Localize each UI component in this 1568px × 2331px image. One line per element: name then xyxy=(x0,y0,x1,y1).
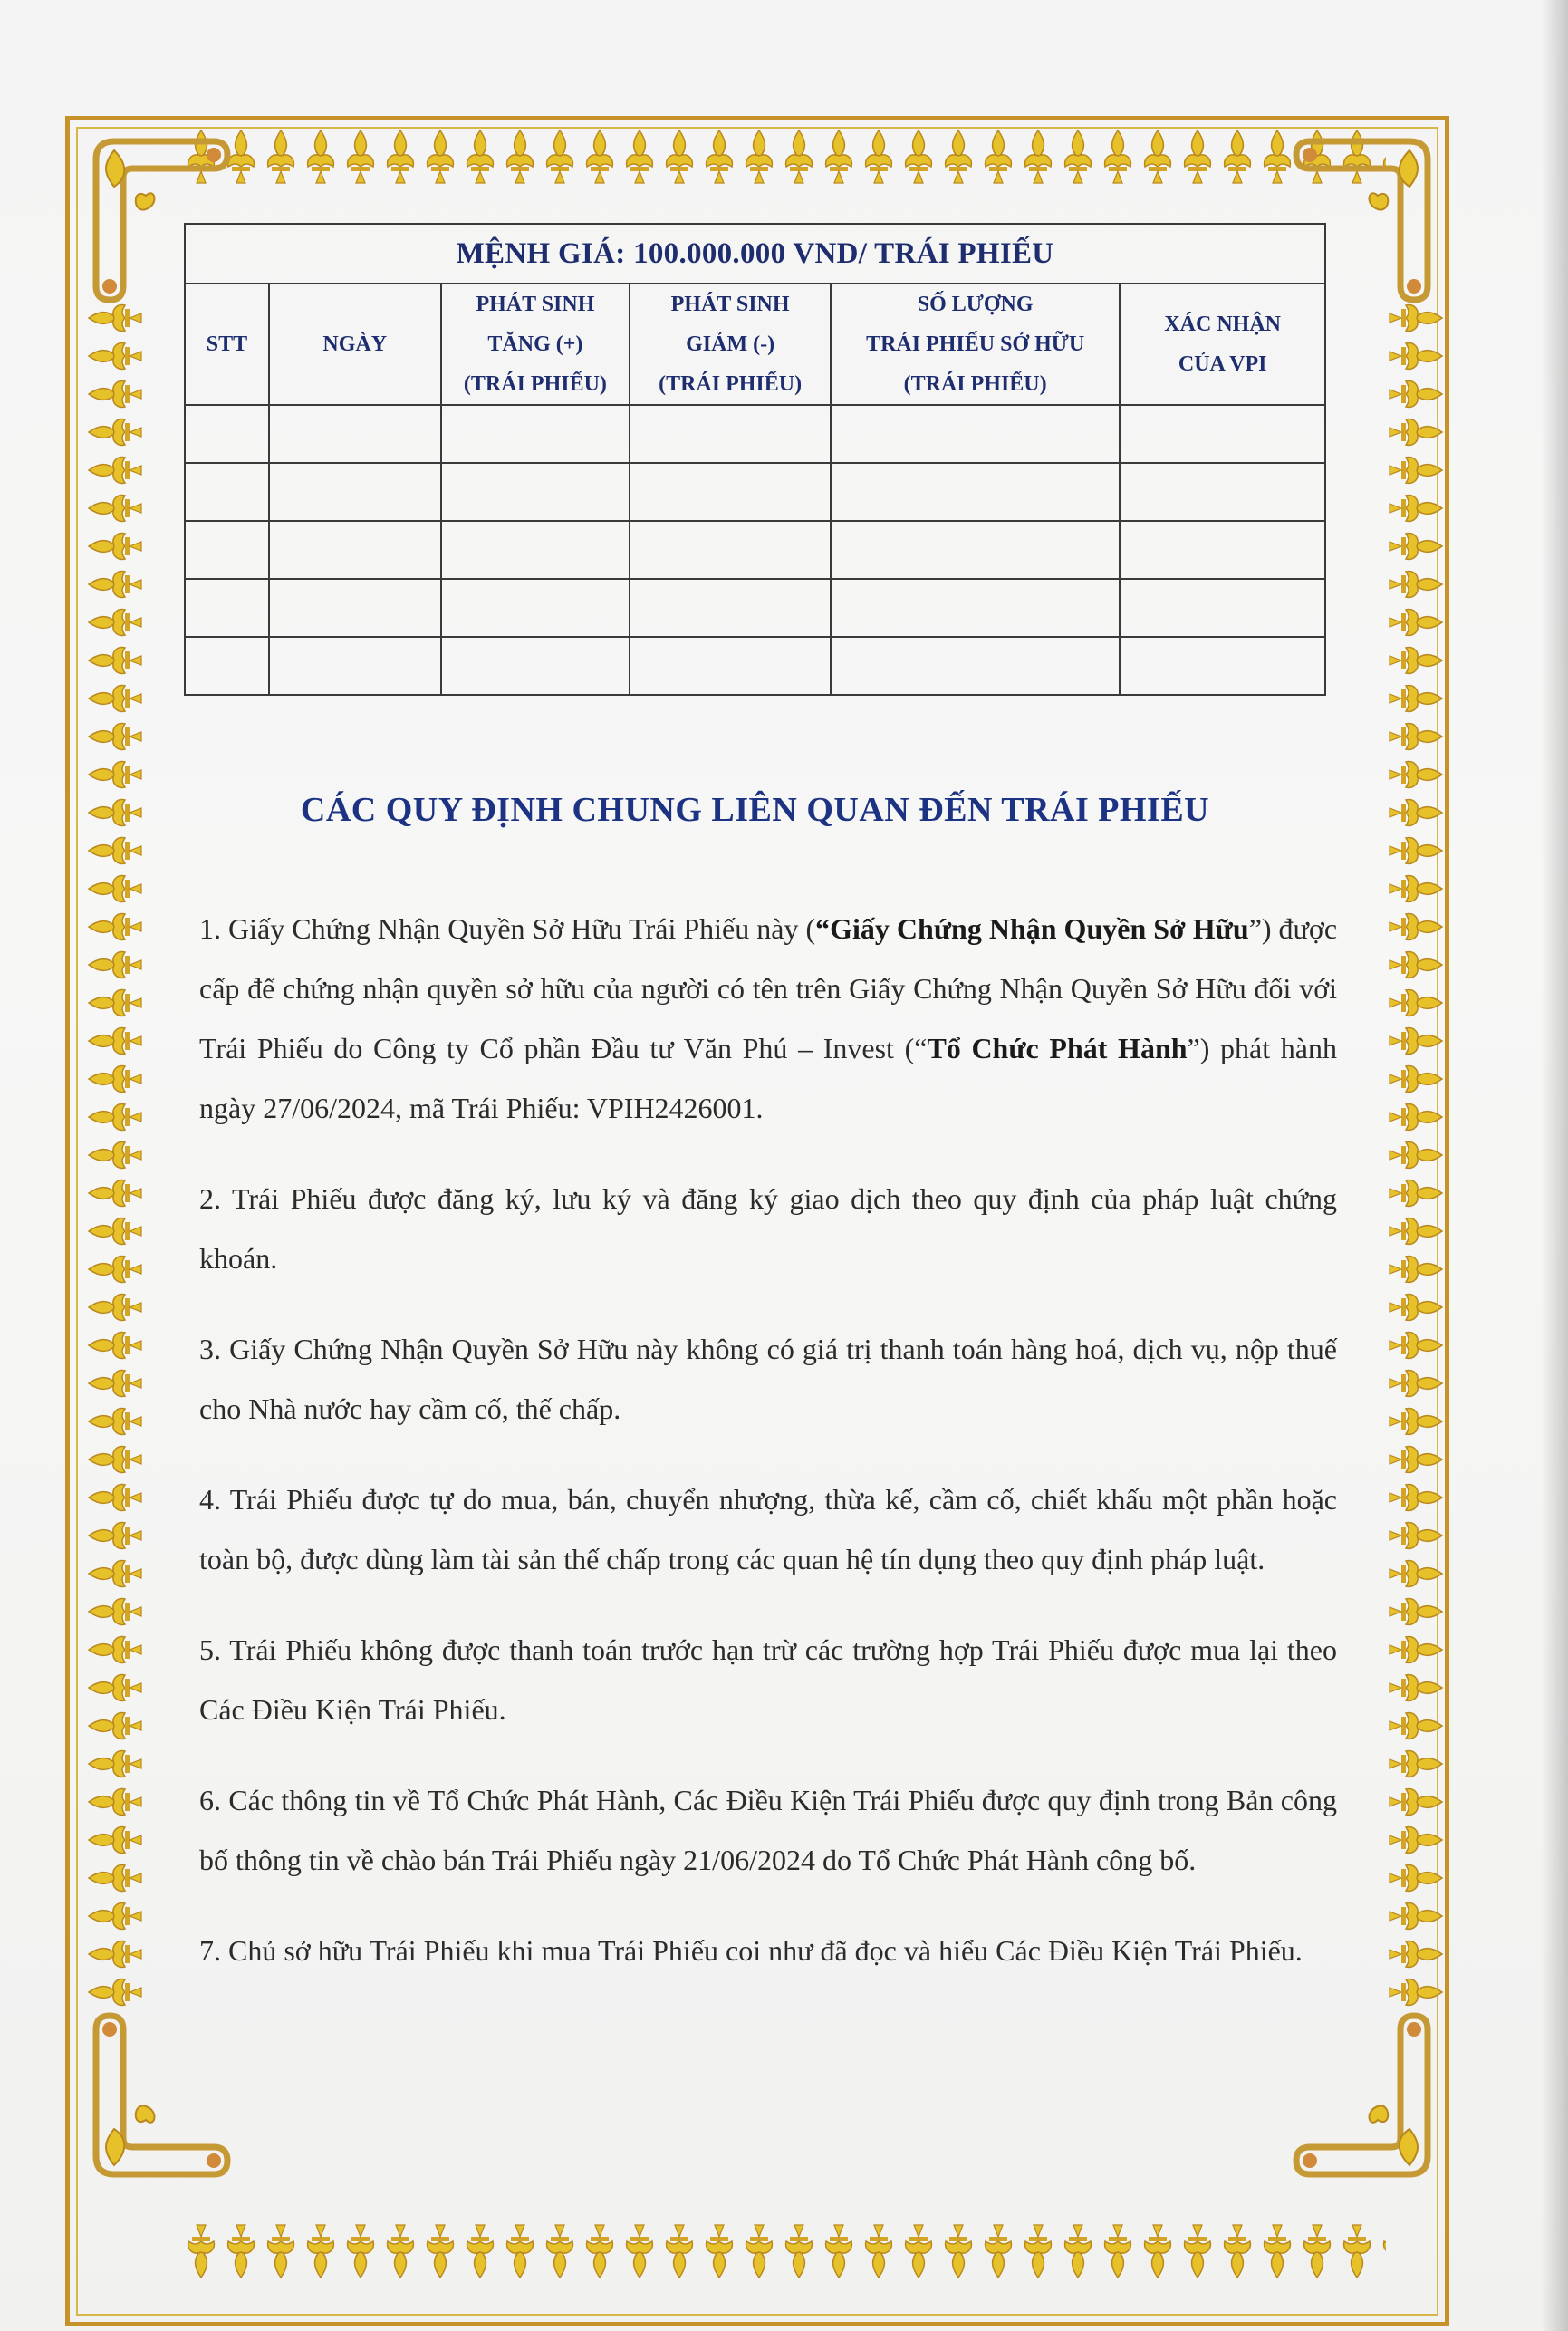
rule-6: 6. Các thông tin về Tổ Chức Phát Hành, Các Điều Kiện Trái Phiếu được quy định trong Bản công bố thông tin về chào bán Trái Phiếu ngày 21/06/2024 do Tổ Chức Phát Hành công bố. xyxy=(199,1784,1337,1876)
table-cell xyxy=(831,405,1120,463)
table-cell xyxy=(831,637,1120,695)
column-header-line: SỐ LƯỢNG xyxy=(917,293,1034,316)
column-header-line: (TRÁI PHIẾU) xyxy=(659,372,803,396)
table-cell xyxy=(441,521,630,579)
paper-edge-shadow xyxy=(1541,0,1568,2331)
rule-5: 5. Trái Phiếu không được thanh toán trước hạn trừ các trường hợp Trái Phiếu được mua lại theo Các Điều Kiện Trái Phiếu. xyxy=(199,1633,1337,1726)
table-cell xyxy=(831,521,1120,579)
table-cell xyxy=(185,521,269,579)
column-header-line: STT xyxy=(206,332,248,356)
table-cell xyxy=(441,463,630,521)
table-cell xyxy=(630,579,831,637)
table-cell xyxy=(630,637,831,695)
table-cell xyxy=(831,463,1120,521)
rule-3: 3. Giấy Chứng Nhận Quyền Sở Hữu này không có giá trị thanh toán hàng hoá, dịch vụ, nộp thuế cho Nhà nước hay cầm cố, thế chấp. xyxy=(199,1333,1337,1425)
table-cell xyxy=(441,637,630,695)
table-body xyxy=(185,405,1325,695)
table-row xyxy=(185,637,1325,695)
column-header-line: GIẢM (-) xyxy=(686,332,775,356)
table-cell xyxy=(630,463,831,521)
ornament-corner-bottom-left xyxy=(78,2011,232,2192)
ornament-strip-bottom xyxy=(181,2220,1386,2283)
table-title: MỆNH GIÁ: 100.000.000 VND/ TRÁI PHIẾU xyxy=(185,224,1325,284)
column-header-line: NGÀY xyxy=(322,332,388,356)
column-header-line: PHÁT SINH xyxy=(476,293,595,316)
column-header xyxy=(269,284,441,405)
column-header-line: XÁC NHẬN xyxy=(1164,313,1281,336)
ornament-strip-left xyxy=(83,299,147,2011)
ornament-strip-right xyxy=(1384,299,1448,2011)
table-cell xyxy=(269,405,441,463)
table-row xyxy=(185,405,1325,463)
table-cell xyxy=(831,579,1120,637)
table-cell xyxy=(185,579,269,637)
table-row xyxy=(185,463,1325,521)
column-header-line: (TRÁI PHIẾU) xyxy=(903,372,1047,396)
table-header-row xyxy=(185,284,1325,405)
column-header xyxy=(831,284,1120,405)
ornament-strip-top xyxy=(181,125,1386,188)
table-cell xyxy=(630,405,831,463)
rule-7: 7. Chủ sở hữu Trái Phiếu khi mua Trái Phiếu coi như đã đọc và hiểu Các Điều Kiện Trái Phiếu. xyxy=(199,1934,1303,1967)
table-cell xyxy=(1120,579,1325,637)
table-cell xyxy=(185,463,269,521)
bond-holding-ledger-table xyxy=(184,223,1326,696)
table-row xyxy=(185,579,1325,637)
rule-1: 1. Giấy Chứng Nhận Quyền Sở Hữu Trái Phiếu này (“Giấy Chứng Nhận Quyền Sở Hữu”) được cấp để chứng nhận quyền sở hữu của người có tên trên Giấy Chứng Nhận Quyền Sở Hữu đối với Trái Phiếu do Công ty Cổ phần Đầu tư Văn Phú – Invest (“Tổ Chức Phát Hành”) phát hành ngày 27/06/2024, mã Trái Phiếu: VPIH2426001. xyxy=(199,912,1338,1124)
general-rules xyxy=(199,899,1337,2011)
section-title: CÁC QUY ĐỊNH CHUNG LIÊN QUAN ĐẾN TRÁI PHIẾU xyxy=(300,791,1210,829)
ornament-corner-bottom-right xyxy=(1292,2011,1446,2192)
rule-2: 2. Trái Phiếu được đăng ký, lưu ký và đăng ký giao dịch theo quy định của pháp luật chứng khoán. xyxy=(199,1182,1337,1275)
column-header xyxy=(630,284,831,405)
table-cell xyxy=(269,579,441,637)
table-cell xyxy=(1120,405,1325,463)
column-header xyxy=(1120,284,1325,405)
table-cell xyxy=(269,521,441,579)
table-cell xyxy=(269,637,441,695)
table-cell xyxy=(1120,521,1325,579)
table-cell xyxy=(630,521,831,579)
column-header-line: TĂNG (+) xyxy=(487,332,583,356)
column-header xyxy=(441,284,630,405)
table-cell xyxy=(441,579,630,637)
table-cell xyxy=(441,405,630,463)
table-cell xyxy=(1120,463,1325,521)
column-header xyxy=(185,284,269,405)
column-header-line: TRÁI PHIẾU SỞ HỮU xyxy=(866,332,1085,356)
rule-4: 4. Trái Phiếu được tự do mua, bán, chuyển nhượng, thừa kế, cầm cố, chiết khấu một phần hoặc toàn bộ, được dùng làm tài sản thế chấp trong các quan hệ tín dụng theo quy định pháp luật. xyxy=(199,1483,1337,1575)
table-row xyxy=(185,521,1325,579)
column-header-line: CỦA VPI xyxy=(1178,352,1267,376)
column-header-line: (TRÁI PHIẾU) xyxy=(463,372,607,396)
column-header-line: PHÁT SINH xyxy=(670,293,790,316)
table-cell xyxy=(185,637,269,695)
table-cell xyxy=(185,405,269,463)
table-cell xyxy=(269,463,441,521)
table-cell xyxy=(1120,637,1325,695)
